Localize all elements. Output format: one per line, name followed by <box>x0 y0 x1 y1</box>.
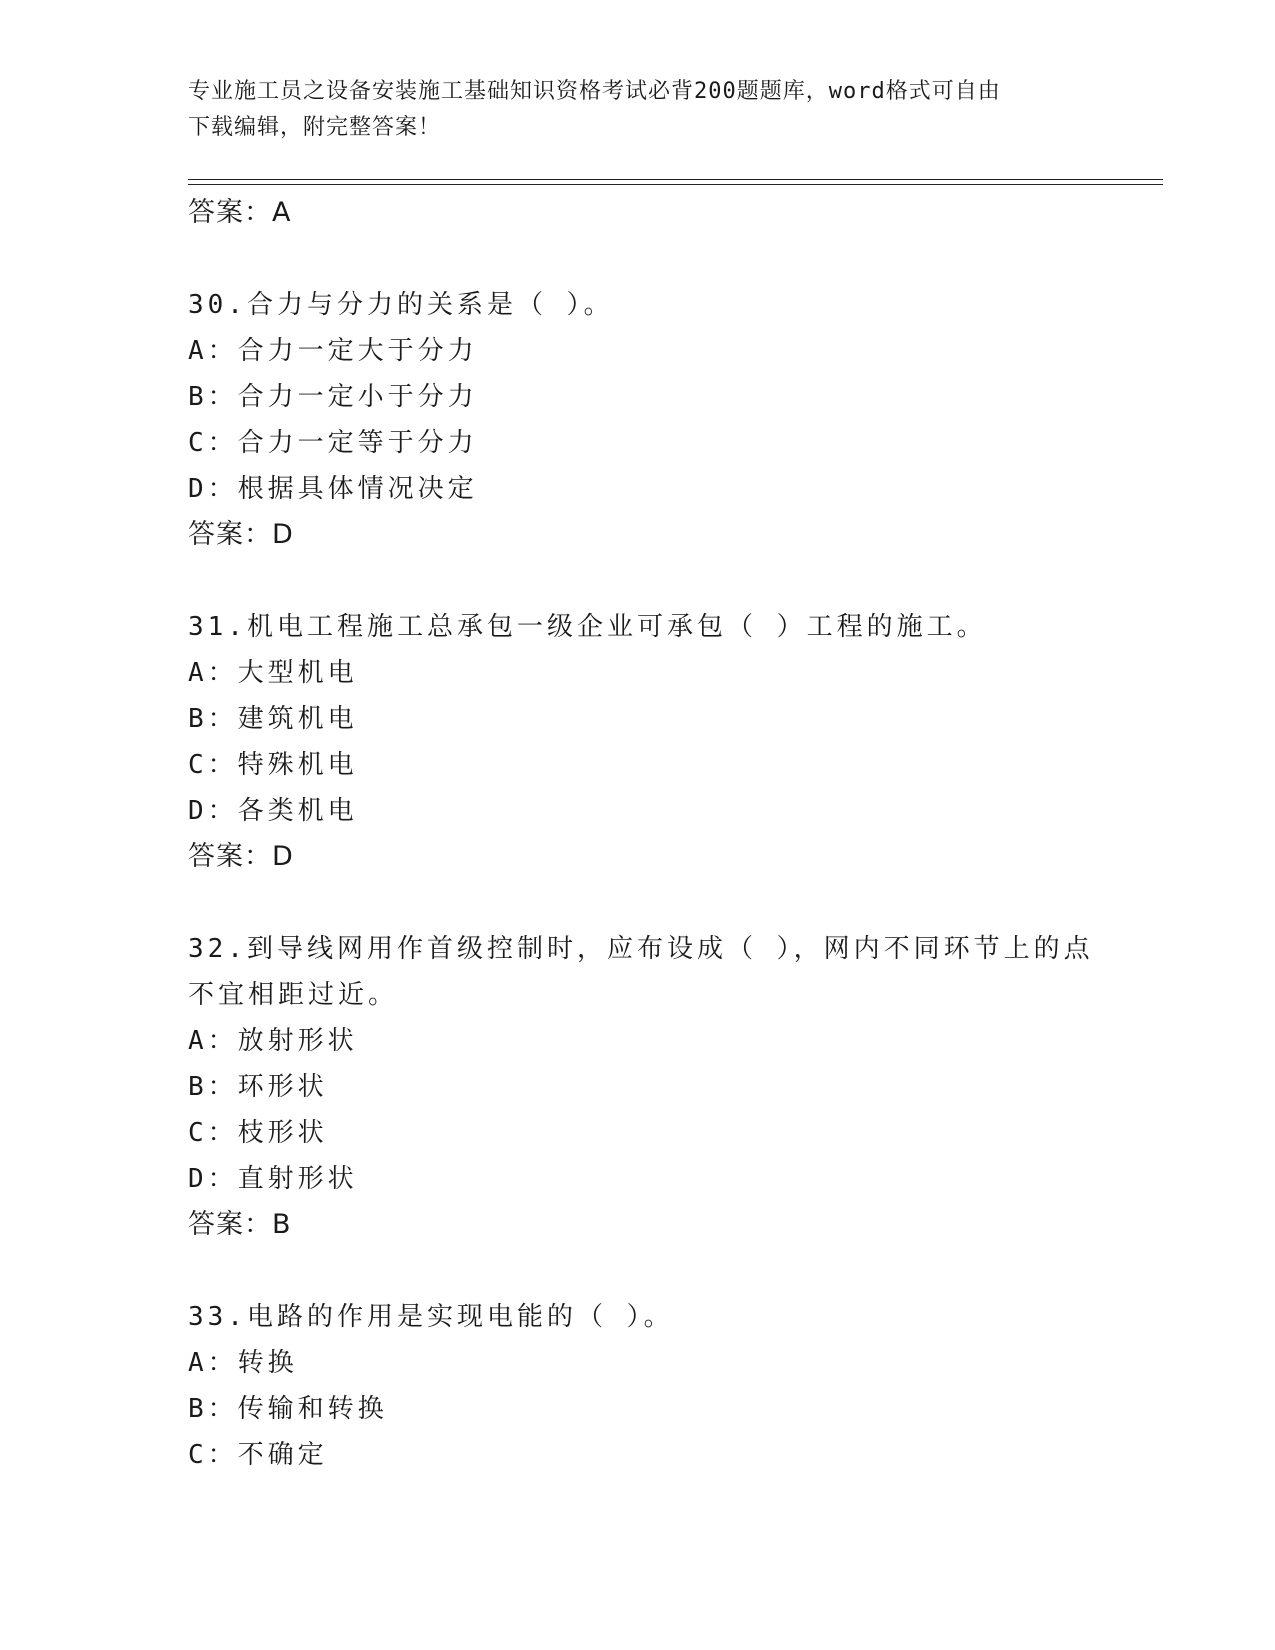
question-33 <box>188 1294 1088 1478</box>
spacer <box>188 1248 1088 1294</box>
header-divider-bottom <box>188 184 1163 185</box>
option-c: C：合力一定等于分力 <box>188 428 478 458</box>
question-31 <box>188 604 1088 880</box>
option-c: C：不确定 <box>188 1440 328 1470</box>
header-divider-top <box>188 179 1163 180</box>
answer: 答案：B <box>188 1209 292 1240</box>
spacer <box>188 236 1088 282</box>
previous-answer: 答案：A <box>188 197 292 228</box>
option-a: A：转换 <box>188 1348 298 1378</box>
option-c: C：特殊机电 <box>188 750 358 780</box>
option-d: D：各类机电 <box>188 796 358 826</box>
question-stem-continued: 不宜相距过近。 <box>188 980 399 1010</box>
option-b: B：合力一定小于分力 <box>188 382 478 412</box>
option-c: C：枝形状 <box>188 1118 328 1148</box>
answer: 答案：D <box>188 519 294 550</box>
answer: 答案：D <box>188 841 294 872</box>
option-b: B：建筑机电 <box>188 704 358 734</box>
option-b: B：环形状 <box>188 1072 328 1102</box>
option-b: B：传输和转换 <box>188 1394 388 1424</box>
question-stem: 32.到导线网用作首级控制时，应布设成（ ），网内不同环节上的点 <box>188 934 1094 964</box>
option-d: D：直射形状 <box>188 1164 358 1194</box>
question-stem: 33.电路的作用是实现电能的（ ）。 <box>188 1302 674 1332</box>
header-line-1: 专业施工员之设备安装施工基础知识资格考试必背200题题库，word格式可自由 <box>188 79 1001 104</box>
spacer <box>188 880 1088 926</box>
question-stem: 30.合力与分力的关系是（ ）。 <box>188 290 614 320</box>
header-line-2: 下载编辑，附完整答案！ <box>188 115 442 140</box>
question-32 <box>188 926 1094 1248</box>
option-a: A：放射形状 <box>188 1026 358 1056</box>
document-header <box>188 74 1068 146</box>
option-a: A：合力一定大于分力 <box>188 336 478 366</box>
question-list <box>188 190 1094 1478</box>
question-30 <box>188 282 1088 558</box>
option-d: D：根据具体情况决定 <box>188 474 478 504</box>
spacer <box>188 558 1088 604</box>
option-a: A：大型机电 <box>188 658 358 688</box>
question-stem: 31.机电工程施工总承包一级企业可承包（ ）工程的施工。 <box>188 612 987 642</box>
